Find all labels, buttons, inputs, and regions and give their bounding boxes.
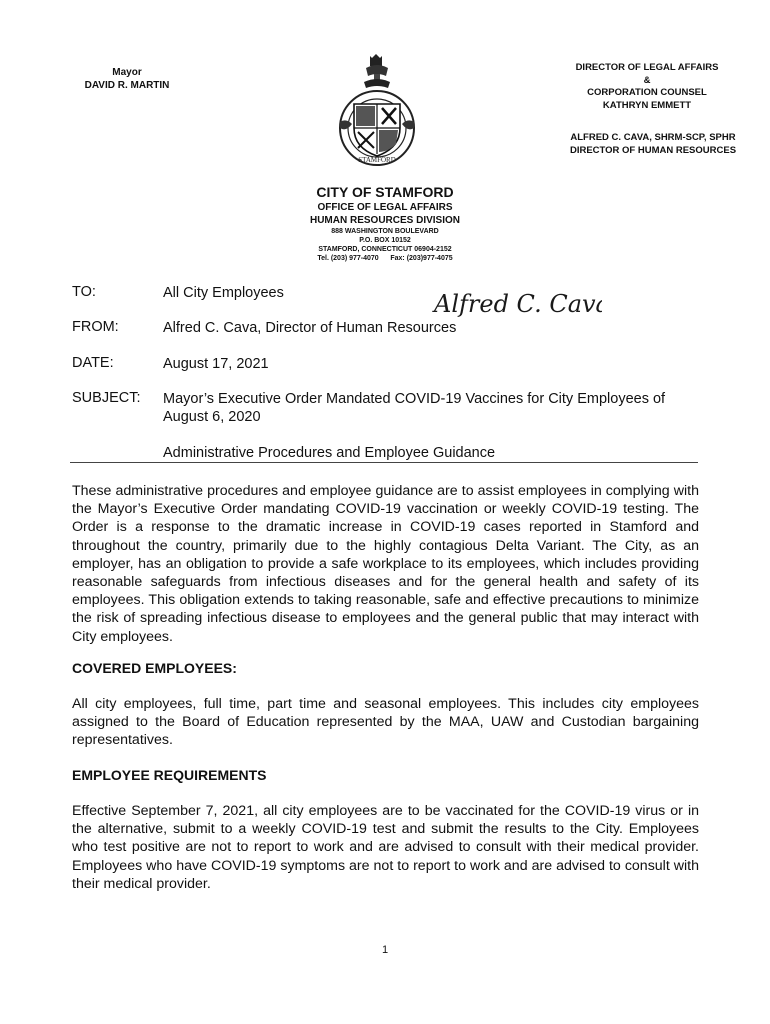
from-value: Alfred C. Cava, Director of Human Resources: [163, 320, 457, 336]
office-name: OFFICE OF LEGAL AFFAIRS: [317, 202, 453, 213]
employee-requirements-paragraph: Effective September 7, 2021, all city employees are to be vaccinated for the COVID-19 virus or in the alternative, submit to a weekly COVID-19 test and submit the results to the City. Employees who test positive are not to report to work and are advised to consult with their medical provider. Employees who have COVID-19 symptoms are not to report to work and are advised to consult with their medical provider.: [72, 803, 699, 892]
hr-line: DIRECTOR OF HUMAN RESOURCES: [569, 145, 737, 156]
phone-fax: Tel. (203) 977-4070 Fax: (203)977-4075: [317, 255, 453, 262]
letterhead: [235, 184, 535, 263]
city-seal: [336, 52, 418, 170]
covered-employees-heading: COVERED EMPLOYEES:: [72, 660, 237, 676]
subject-value: [163, 390, 703, 426]
address-line: 888 WASHINGTON BOULEVARD: [331, 228, 439, 235]
address-line: STAMFORD, CONNECTICUT 06904-2152: [318, 246, 452, 253]
subject-subtitle: Administrative Procedures and Employee Guidance: [163, 445, 496, 461]
city-seal-icon: [336, 52, 418, 170]
header-divider: [70, 462, 698, 463]
subject-line: Mayor’s Executive Order Mandated COVID-19 Vaccines for City Employees of: [163, 391, 666, 407]
legal-line: DIRECTOR OF LEGAL AFFAIRS: [575, 62, 719, 73]
seal-text: STAMFORD: [358, 156, 396, 164]
hr-line: ALFRED C. CAVA, SHRM-SCP, SPHR: [570, 132, 736, 143]
subject-label: SUBJECT:: [72, 390, 141, 406]
city-name: CITY OF STAMFORD: [316, 184, 454, 200]
legal-line: CORPORATION COUNSEL: [587, 87, 707, 98]
covered-employees-paragraph: All city employees, full time, part time and seasonal employees. This includes city employees assigned to the Board of Education represented by the MAA, UAW and Custodian bargaining representatives.: [72, 696, 699, 749]
hr-director-block: [548, 131, 758, 157]
division-name: HUMAN RESOURCES DIVISION: [309, 215, 460, 226]
employee-requirements-heading: EMPLOYEE REQUIREMENTS: [72, 767, 267, 783]
legal-line: KATHRYN EMMETT: [602, 99, 692, 111]
mayor-block: [62, 66, 192, 92]
intro-paragraph: These administrative procedures and employee guidance are to assist employees in complying with the Mayor’s Executive Order mandating COVID-19 vaccination or weekly COVID-19 testing. The Order is a response to the dramatic increase in COVID-19 cases reported in Stamford and throughout the country, primarily due to the highly contagious Delta Variant. The City, as an employer, has an obligation to provide a safe workplace to its employees, which includes providing reasonable safeguards from infectious diseases and for the general health and safety of its employees. This obligation extends to taking reasonable, safe and effective precautions to minimize the risk of spreading infectious disease to employees and the general public that may interact with City employees.: [72, 483, 699, 645]
subject-line: August 6, 2020: [163, 409, 261, 425]
legal-affairs-block: [548, 62, 746, 112]
from-label: FROM:: [72, 319, 119, 335]
mayor-title: Mayor: [112, 67, 142, 78]
address-line: P.O. BOX 10152: [359, 237, 411, 244]
date-label: DATE:: [72, 355, 114, 371]
mayor-name: DAVID R. MARTIN: [84, 80, 170, 91]
legal-line: &: [643, 74, 651, 86]
to-label: TO:: [72, 284, 96, 300]
page-number: 1: [381, 944, 389, 956]
to-value: All City Employees: [163, 285, 284, 301]
signature-text: Alfred C. Cava: [434, 290, 602, 318]
date-value: August 17, 2021: [163, 356, 269, 372]
